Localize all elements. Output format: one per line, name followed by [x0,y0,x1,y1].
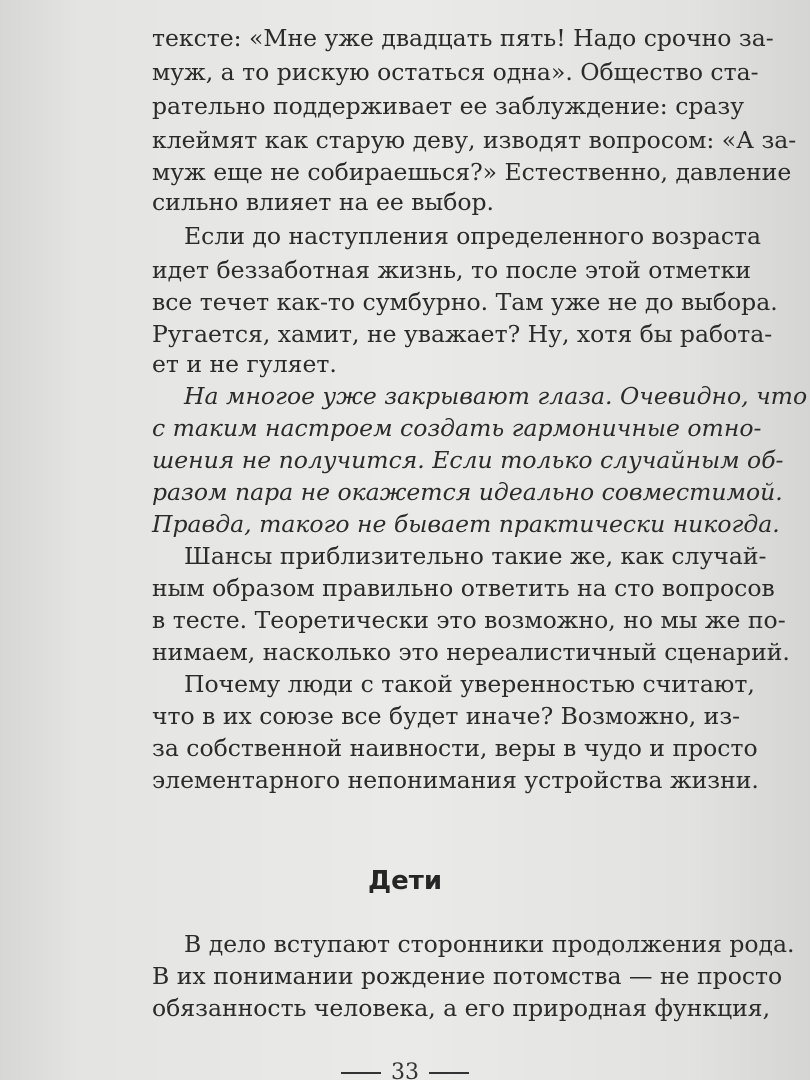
text-line: В их понимании рождение потомства — не просто [152,962,783,990]
text-line: обязанность человека, а его природная функция, [152,994,771,1022]
text-line: нимаем, насколько это нереалистичный сценарий. [152,638,790,666]
section-heading: Дети [367,866,443,896]
text-line: сильно влияет на ее выбор. [152,188,495,216]
text-line: тексте: «Мне уже двадцать пять! Надо срочно за- [152,24,774,52]
text-line: рательно поддерживает ее заблуждение: сразу [152,92,745,120]
page-number: 33 [391,1060,419,1080]
italic-text-line: с таким настроем создать гармоничные отно- [152,414,762,442]
text-line: Почему люди с такой уверенностью считают, [184,670,755,698]
text-line: что в их союзе все будет иначе? Возможно, из- [152,702,741,730]
italic-text-line: разом пара не окажется идеально совместимой. [152,478,783,506]
page-footer [0,1060,810,1080]
footer-dash [341,1072,381,1074]
text-line: ет и не гуляет. [152,350,337,378]
text-line: все течет как-то сумбурно. Там уже не до выбора. [152,288,778,316]
text-line: Если до наступления определенного возраста [184,222,762,250]
italic-text-line: шения не получится. Если только случайным об- [152,446,784,474]
text-line: муж, а то рискую остаться одна». Общество ста- [152,58,759,86]
italic-text-line: На многое уже закрывают глаза. Очевидно, что [184,382,808,410]
footer-dash [429,1072,469,1074]
text-line: ным образом правильно ответить на сто вопросов [152,574,775,602]
text-line: Ругается, хамит, не уважает? Ну, хотя бы работа- [152,320,773,348]
text-line: В дело вступают сторонники продолжения рода. [184,930,795,958]
text-line: в тесте. Теоретически это возможно, но мы же по- [152,606,786,634]
text-line: Шансы приблизительно такие же, как случай- [184,542,767,570]
text-line: клеймят как старую деву, изводят вопросом: «А за- [152,126,797,154]
text-line: идет беззаботная жизнь, то после этой отметки [152,256,751,284]
text-line: за собственной наивности, веры в чудо и просто [152,734,758,762]
text-line: муж еще не собираешься?» Естественно, давление [152,158,792,186]
text-line: элементарного непонимания устройства жизни. [152,766,759,794]
italic-text-line: Правда, такого не бывает практически никогда. [152,510,780,538]
